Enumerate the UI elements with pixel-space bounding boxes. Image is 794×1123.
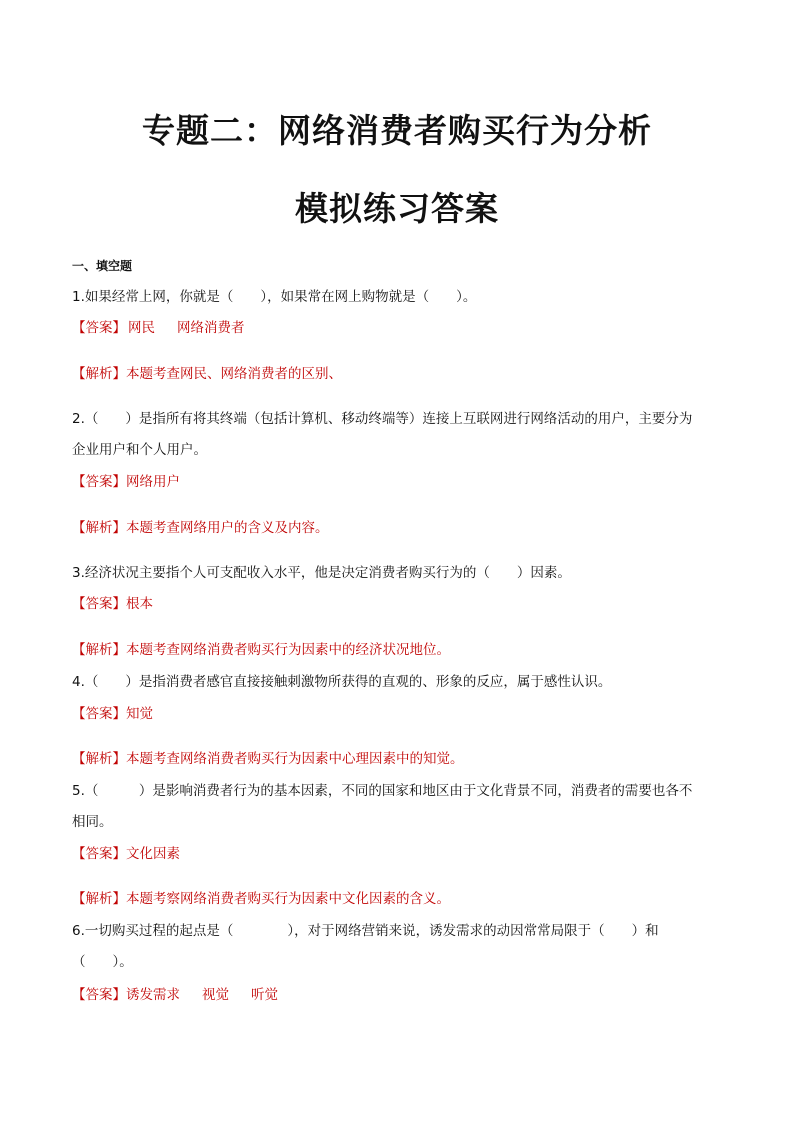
analysis-tag: 【解析】 bbox=[72, 520, 126, 536]
answer-value: 网络用户 bbox=[126, 474, 180, 490]
analysis-tag: 【解析】 bbox=[72, 642, 126, 658]
answer-tag: 【答案】 bbox=[72, 987, 126, 1003]
analysis-text: 本题考查网络消费者购买行为因素中心理因素中的知觉。 bbox=[126, 751, 464, 767]
question-1-line-1: 1.如果经常上网，你就是（ ），如果常在网上购物就是（ ）。 bbox=[72, 289, 477, 305]
question-6-line-1: 6.一切购买过程的起点是（ ），对于网络营销来说，诱发需求的动因常常局限于（ ）和 bbox=[72, 923, 659, 939]
question-3-line-1: 3.经济状况主要指个人可支配收入水平，他是决定消费者购买行为的（ ）因素。 bbox=[72, 565, 571, 581]
answer-value: 网民 bbox=[128, 320, 155, 336]
answer-value: 网络消费者 bbox=[177, 320, 245, 336]
question-5-line-1: 5.（ ）是影响消费者行为的基本因素，不同的国家和地区由于文化背景不同，消费者的需要也各不 bbox=[72, 783, 693, 799]
question-3-answer bbox=[72, 595, 153, 613]
analysis-tag: 【解析】 bbox=[72, 891, 126, 907]
question-1-answer bbox=[72, 319, 245, 337]
analysis-text: 本题考察网络消费者购买行为因素中文化因素的含义。 bbox=[126, 891, 450, 907]
answer-value: 知觉 bbox=[126, 706, 153, 722]
question-4-analysis bbox=[72, 750, 464, 768]
answer-value: 文化因素 bbox=[126, 846, 180, 862]
answer-value: 听觉 bbox=[251, 987, 278, 1003]
question-4-line-1: 4.（ ）是指消费者感官直接接触刺激物所获得的直观的、形象的反应，属于感性认识。 bbox=[72, 674, 612, 690]
question-5-answer bbox=[72, 845, 180, 863]
answer-tag: 【答案】 bbox=[72, 320, 126, 336]
analysis-tag: 【解析】 bbox=[72, 751, 126, 767]
question-5-line-2: 相同。 bbox=[72, 814, 113, 830]
question-3-analysis bbox=[72, 641, 450, 659]
analysis-text: 本题考查网民、网络消费者的区别、 bbox=[126, 366, 342, 382]
analysis-text: 本题考查网络消费者购买行为因素中的经济状况地位。 bbox=[126, 642, 450, 658]
question-2-answer bbox=[72, 473, 180, 491]
question-2-line-1: 2.（ ）是指所有将其终端（包括计算机、移动终端等）连接上互联网进行网络活动的用户，主要分为 bbox=[72, 411, 693, 427]
page-title: 专题二：网络消费者购买行为分析 bbox=[142, 111, 652, 150]
question-6-line-2: （ ）。 bbox=[72, 954, 133, 970]
section-heading: 一、填空题 bbox=[72, 259, 133, 273]
question-6-answer bbox=[72, 986, 278, 1004]
answer-value: 诱发需求 bbox=[126, 987, 180, 1003]
answer-value: 根本 bbox=[126, 596, 153, 612]
question-2-analysis bbox=[72, 519, 329, 537]
answer-tag: 【答案】 bbox=[72, 706, 126, 722]
answer-value: 视觉 bbox=[202, 987, 229, 1003]
answer-tag: 【答案】 bbox=[72, 596, 126, 612]
question-2-line-2: 企业用户和个人用户。 bbox=[72, 442, 207, 458]
analysis-tag: 【解析】 bbox=[72, 366, 126, 382]
question-4-answer bbox=[72, 705, 153, 723]
page-subtitle: 模拟练习答案 bbox=[295, 189, 499, 228]
answer-tag: 【答案】 bbox=[72, 846, 126, 862]
question-5-analysis bbox=[72, 890, 450, 908]
answer-tag: 【答案】 bbox=[72, 474, 126, 490]
analysis-text: 本题考查网络用户的含义及内容。 bbox=[126, 520, 329, 536]
question-1-analysis bbox=[72, 365, 342, 383]
